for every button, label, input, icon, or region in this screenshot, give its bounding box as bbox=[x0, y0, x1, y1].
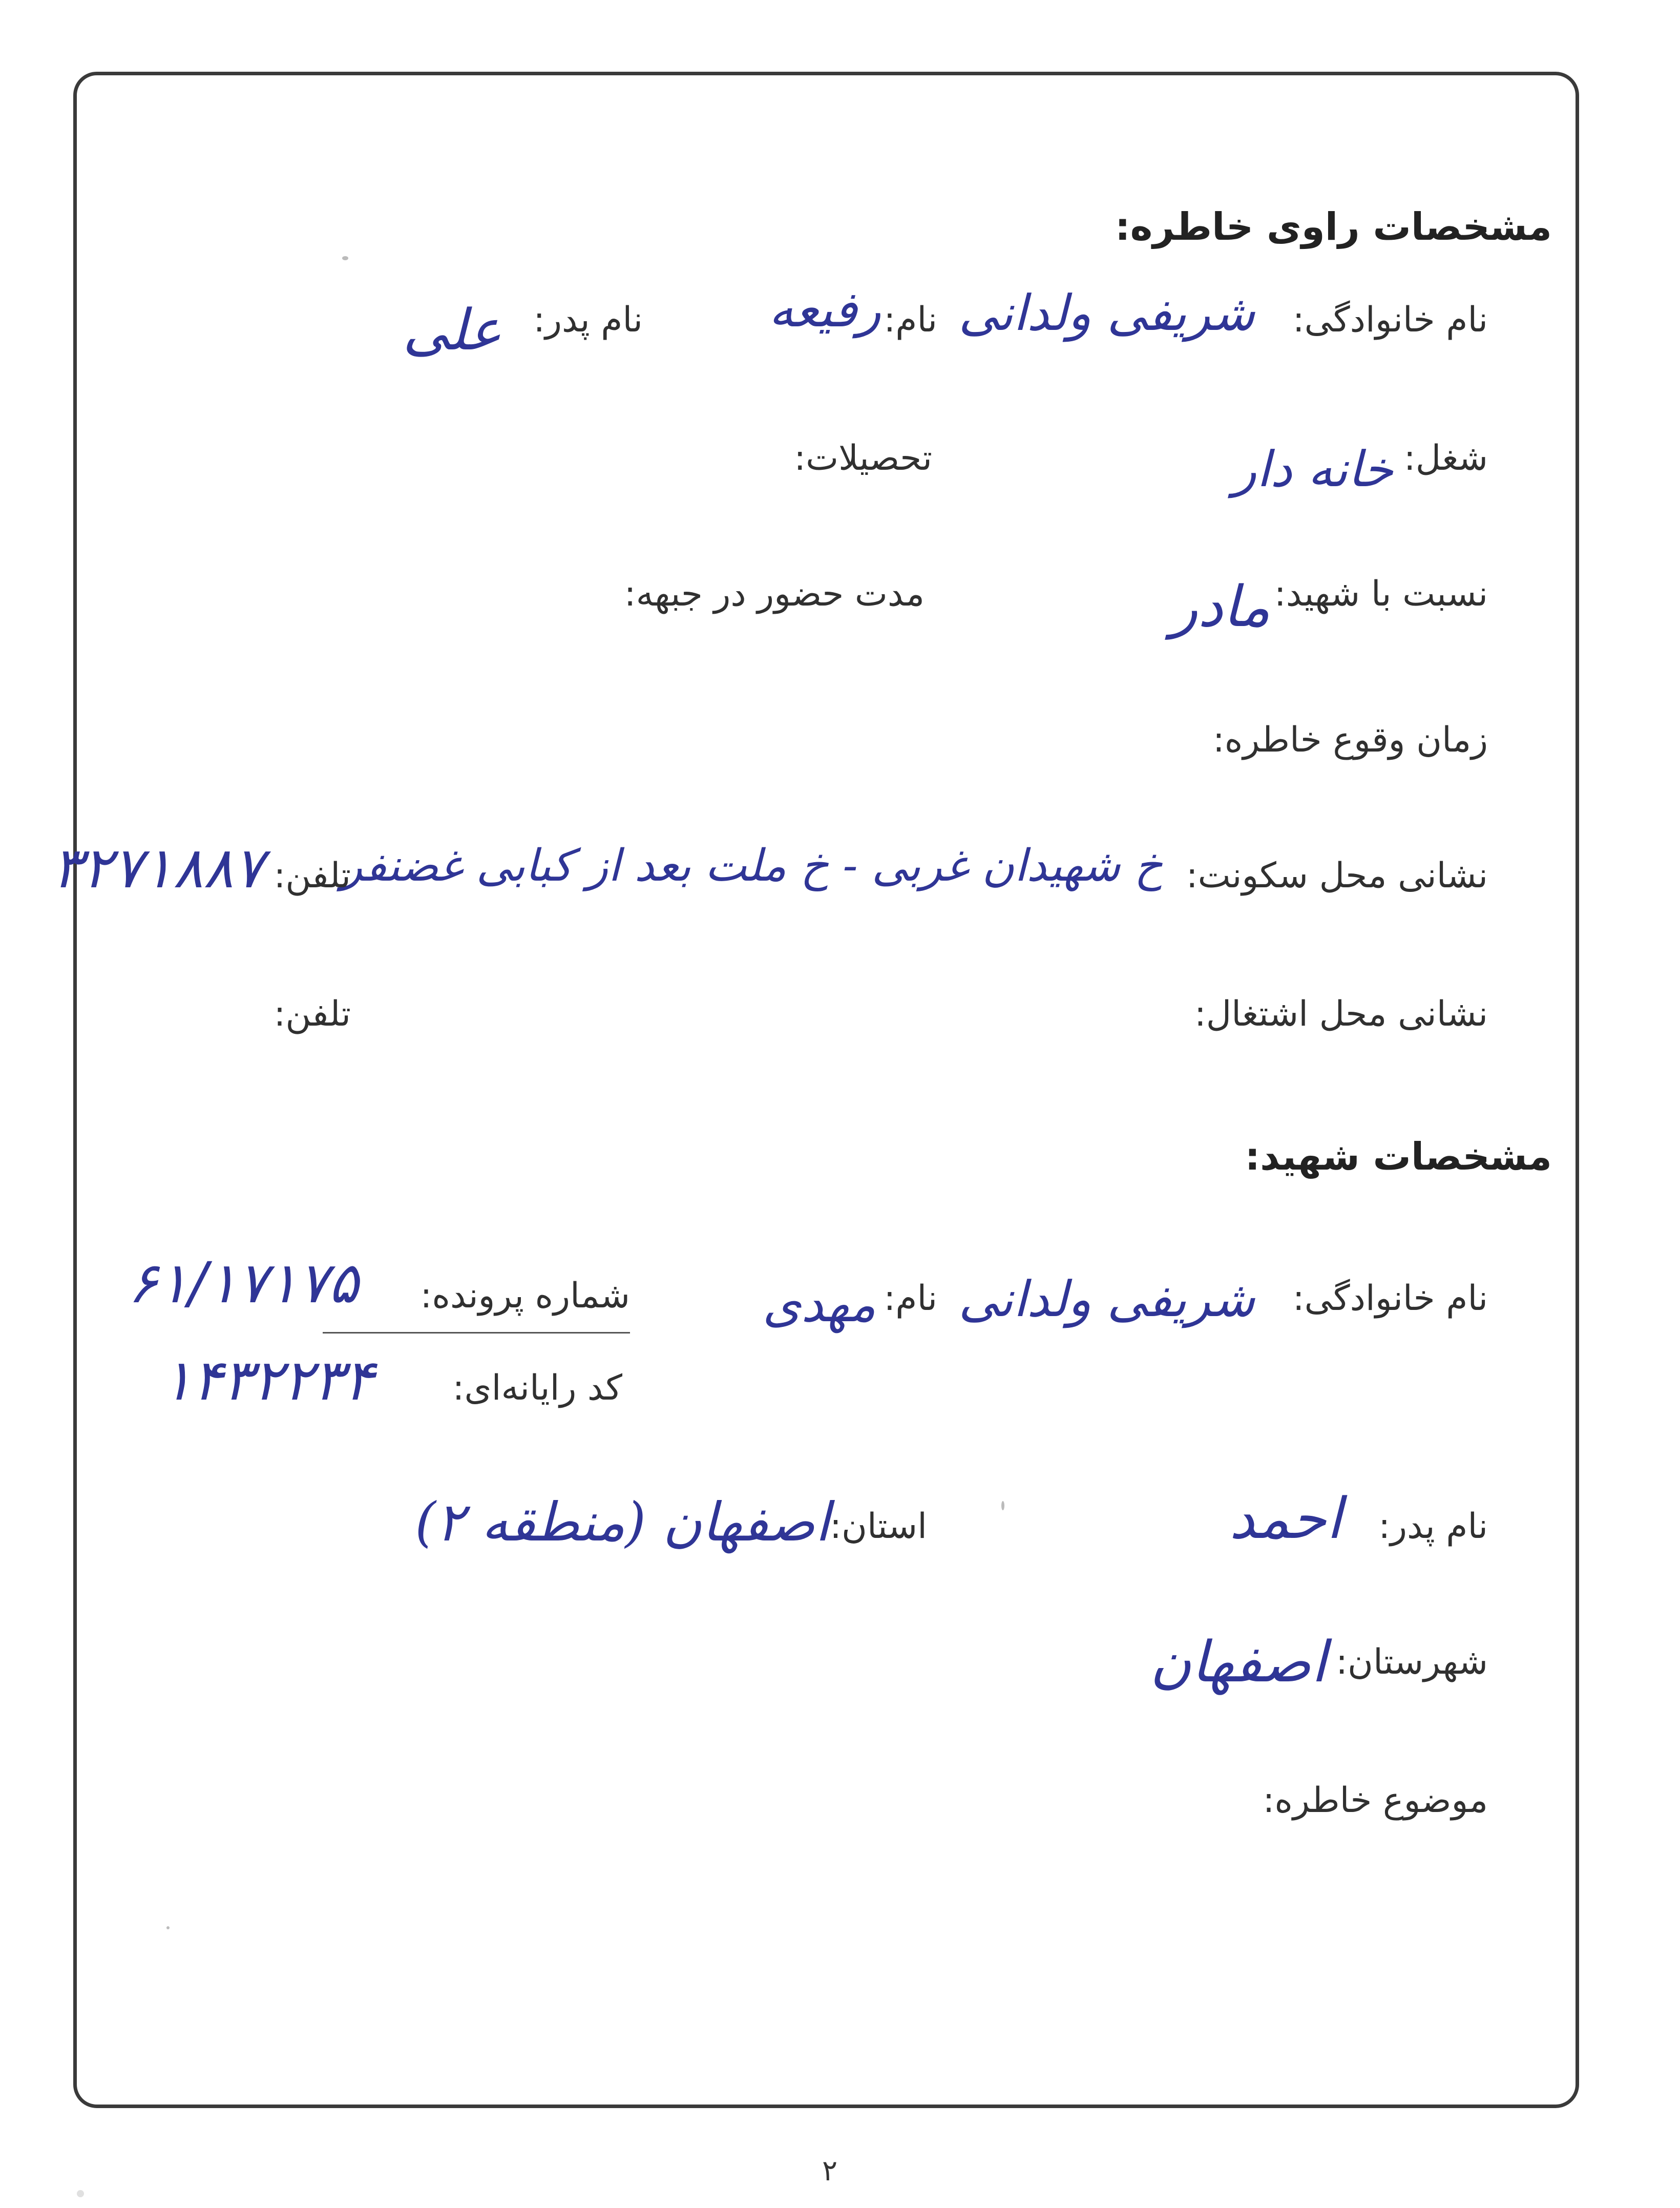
scan-speck bbox=[77, 2190, 84, 2197]
narrator-family-value: شریفی ولدانی bbox=[958, 284, 1255, 342]
page-number: ۲ bbox=[822, 2154, 838, 2188]
martyr-father-value: احمد bbox=[1229, 1486, 1342, 1551]
job-label: شغل: bbox=[1403, 438, 1488, 478]
scan-speck bbox=[1001, 1501, 1004, 1510]
file-number-label: شماره پرونده: bbox=[420, 1276, 630, 1316]
narrator-father-label: نام پدر: bbox=[533, 300, 643, 340]
memory-subject-label: موضوع خاطره: bbox=[1263, 1780, 1488, 1821]
job-value: خانه دار bbox=[1232, 441, 1393, 498]
file-number-underline bbox=[323, 1332, 630, 1334]
county-label: شهرستان: bbox=[1336, 1642, 1488, 1682]
work-address-label: نشانی محل اشتغال: bbox=[1194, 994, 1488, 1034]
martyr-family-label: نام خانوادگی: bbox=[1292, 1278, 1488, 1319]
relation-value: مادر bbox=[1170, 574, 1270, 639]
scan-speck bbox=[166, 1926, 170, 1929]
martyr-name-label: نام: bbox=[884, 1278, 937, 1319]
memory-time-label: زمان وقوع خاطره: bbox=[1212, 720, 1488, 760]
narrator-name-label: نام: bbox=[884, 300, 937, 340]
narrator-heading: مشخصات راوی خاطره: bbox=[1115, 205, 1552, 249]
education-label: تحصیلات: bbox=[794, 438, 932, 478]
computer-code-label: کد رایانه‌ای: bbox=[452, 1368, 622, 1408]
computer-code-value: ۱۴۳۲۲۳۴ bbox=[162, 1347, 374, 1413]
narrator-father-value: علی bbox=[403, 297, 502, 363]
province-label: استان: bbox=[830, 1506, 927, 1547]
martyr-name-value: مهدی bbox=[762, 1276, 876, 1333]
relation-label: نسبت با شهید: bbox=[1274, 574, 1488, 614]
address-label: نشانی محل سکونت: bbox=[1186, 856, 1488, 896]
work-phone-label: تلفن: bbox=[274, 994, 351, 1034]
province-value: اصفهان (منطقه ۲) bbox=[415, 1491, 830, 1553]
phone-value: ۳۲۷۱۸۸۷ bbox=[52, 835, 264, 901]
front-duration-label: مدت حضور در جبهه: bbox=[624, 574, 925, 614]
martyr-heading: مشخصات شهید: bbox=[1245, 1135, 1552, 1179]
narrator-family-label: نام خانوادگی: bbox=[1292, 300, 1488, 340]
county-value: اصفهان bbox=[1150, 1629, 1327, 1695]
martyr-family-value: شریفی ولدانی bbox=[958, 1270, 1255, 1328]
address-value: خ شهیدان غربی - خ ملت بعد از کبابی غضنفر bbox=[341, 840, 1163, 891]
scan-speck bbox=[342, 256, 348, 260]
file-number-value: ۶۱/۱۷۱۷۵ bbox=[128, 1250, 359, 1316]
narrator-name-value: رفیعه bbox=[769, 281, 881, 338]
phone-label: تلفن: bbox=[274, 856, 351, 896]
martyr-father-label: نام پدر: bbox=[1378, 1506, 1488, 1547]
